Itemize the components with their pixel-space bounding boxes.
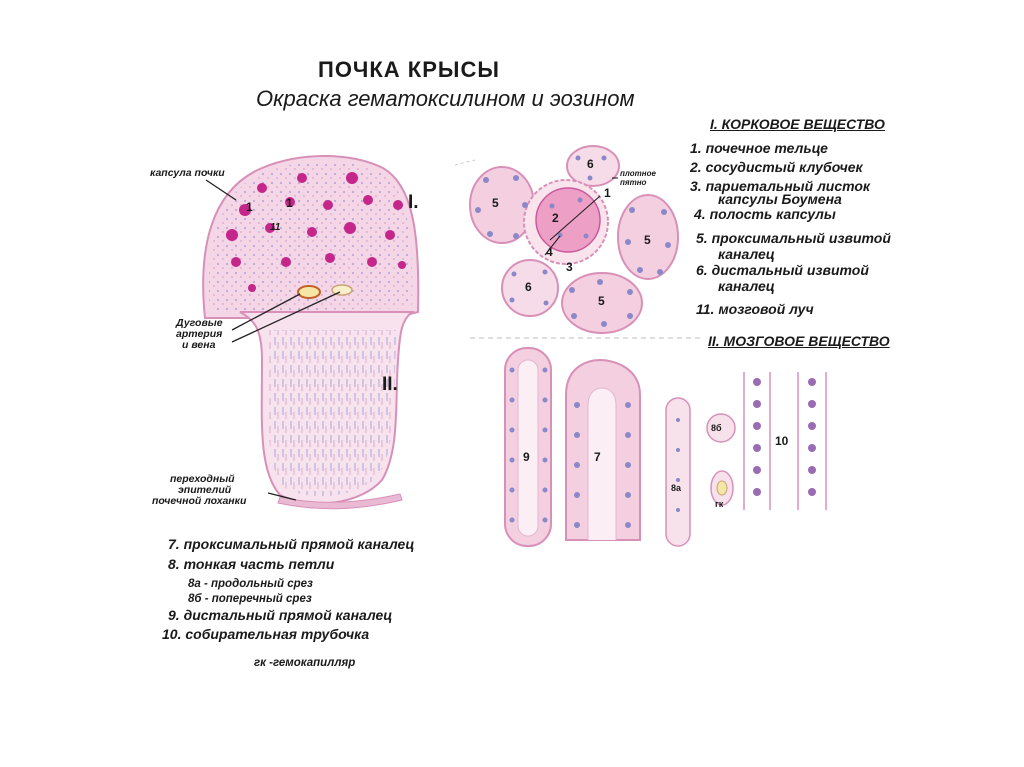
macula-densa-label: пятно xyxy=(620,178,647,187)
overview-number: 11 xyxy=(270,222,281,233)
overview-number: 1 xyxy=(246,200,253,214)
medulla-legend-item: 10. собирательная трубочка xyxy=(162,626,370,642)
detail-number: 3 xyxy=(566,260,573,274)
detail-number: 8а xyxy=(671,483,682,493)
detail-number: 5 xyxy=(644,233,651,247)
medulla-roman-label: II. xyxy=(382,374,398,395)
cortex-legend-item: каналец xyxy=(718,246,775,262)
page-title: ПОЧКА КРЫСЫ xyxy=(318,57,500,82)
detail-number: 2 xyxy=(552,211,559,225)
detail-number: 6 xyxy=(525,280,532,294)
detail-number: 5 xyxy=(598,294,605,308)
glomerulus xyxy=(536,188,600,252)
medulla-legend-subitem: 8а - продольный срез xyxy=(188,578,313,590)
capsule-label: капсула почки xyxy=(150,167,225,179)
cortex-legend-item: 5. проксимальный извитой xyxy=(696,230,891,246)
kidney-overview xyxy=(203,156,418,509)
detail-number: 6 xyxy=(587,157,594,171)
overview-number: 1 xyxy=(286,196,293,210)
arcuate-artery xyxy=(298,286,320,298)
detail-number: 4 xyxy=(546,245,553,259)
cortex-legend-item: 11. мозговой луч xyxy=(696,301,814,317)
cortex-legend-item: 4. полость капсулы xyxy=(694,206,836,222)
medulla-legend-item: 9. дистальный прямой каналец xyxy=(168,607,393,623)
arcuate-vein xyxy=(332,285,352,295)
transitional-epithelium-label: эпителий xyxy=(178,484,232,496)
arcuate-label: и вена xyxy=(182,339,216,351)
medulla-legend-subitem: 8б - поперечный срез xyxy=(188,593,312,605)
detail-number: 8б xyxy=(711,423,722,433)
detail-number: 7 xyxy=(594,450,601,464)
detail-number: 1 xyxy=(604,186,611,200)
detail-number: 5 xyxy=(492,196,499,210)
medulla-legend-header: II. МОЗГОВОЕ ВЕЩЕСТВО xyxy=(708,333,890,349)
cortex-legend-item: каналец xyxy=(718,278,775,294)
transitional-epithelium-label: переходный xyxy=(170,473,235,485)
cortex-legend-item: 6. дистальный извитой xyxy=(696,262,869,278)
cortex-legend-item: 3. париетальный листок xyxy=(690,178,871,194)
cortex-legend-item: капсулы Боумена xyxy=(718,191,842,207)
macula-densa-label: плотное xyxy=(620,169,656,178)
transitional-epithelium-label: почечной лоханки xyxy=(152,495,247,507)
cortex-legend-item: 1. почечное тельце xyxy=(690,140,828,156)
detail-number: 9 xyxy=(523,450,530,464)
arcuate-label: Дуговые xyxy=(176,317,223,329)
cortex-roman-label: I. xyxy=(408,192,419,213)
page-subtitle: Окраска гематоксилином и эозином xyxy=(256,86,635,111)
medulla-legend-item: 7. проксимальный прямой каналец xyxy=(168,536,415,552)
arcuate-label: артерия xyxy=(176,328,223,340)
medulla-legend-item: 8. тонкая часть петли xyxy=(168,556,335,572)
hemocapillary-legend: гк -гемокапилляр xyxy=(254,657,356,669)
cortex-legend-header: I. КОРКОВОЕ ВЕЩЕСТВО xyxy=(710,116,885,132)
cortex-legend-item: 2. сосудистый клубочек xyxy=(690,159,863,175)
detail-number: гк xyxy=(715,499,724,509)
detail-number: 10 xyxy=(775,434,789,448)
